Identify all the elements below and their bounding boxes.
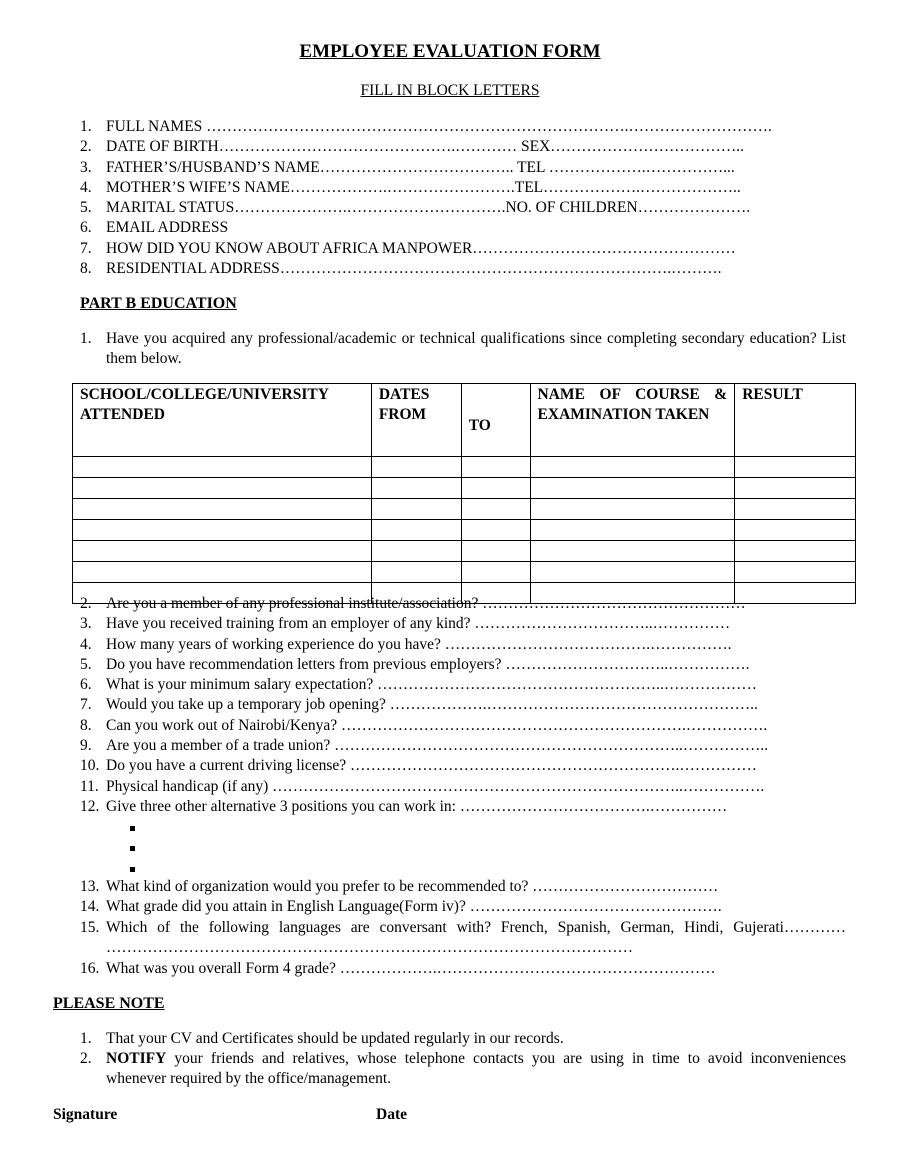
organization-preference-question[interactable]: 13. What kind of organization would you prefer to be recommended to? ……………………………… <box>80 878 719 895</box>
dates-from-cell[interactable] <box>371 499 461 520</box>
questions-list-2 <box>80 877 846 918</box>
alternative-positions-question[interactable]: 12. Give three other alternative 3 positions you can work in: ……………………………….…………… <box>80 797 728 815</box>
full-names-field[interactable]: 1. FULL NAMES ……………………………………………………………………….………………………. <box>80 118 772 135</box>
course-cell[interactable] <box>530 562 735 583</box>
email-address-field[interactable]: 6. EMAIL ADDRESS <box>80 219 229 237</box>
marital-status-field[interactable]: 5. MARITAL STATUS………………….………………………….NO. OF CHILDREN…………………. <box>80 199 751 217</box>
bullet-item[interactable] <box>130 859 135 879</box>
bullet-icon <box>130 826 135 831</box>
dates-from-cell[interactable] <box>371 520 461 541</box>
note-2: 2. NOTIFY your friends and relatives, whose telephone contacts you are using in time to avoid inconveniences whenever required by the office/management. <box>80 1050 846 1087</box>
alternative-positions-bullets <box>130 818 135 879</box>
physical-handicap-question[interactable]: 11. Physical handicap (if any) ……………………………………………………………………..……………. <box>80 777 765 795</box>
school-cell[interactable] <box>73 499 372 520</box>
to-cell[interactable] <box>461 457 530 478</box>
school-column-header: SCHOOL/COLLEGE/UNIVERSITY ATTENDED <box>73 384 372 457</box>
result-cell[interactable] <box>735 457 856 478</box>
date-label: Date <box>376 1106 407 1123</box>
father-husband-name-field[interactable]: 3. FATHER’S/HUSBAND’S NAME……………………………….. TEL ……………….……………... <box>80 158 735 176</box>
course-cell[interactable] <box>530 457 735 478</box>
bullet-icon <box>130 846 135 851</box>
result-cell[interactable] <box>735 499 856 520</box>
to-cell[interactable] <box>461 562 530 583</box>
questions-list <box>80 594 846 817</box>
form-subtitle: FILL IN BLOCK LETTERS <box>360 82 540 99</box>
personal-details-list <box>80 117 846 279</box>
dates-from-column-header: DATES FROM <box>371 384 461 457</box>
result-cell[interactable] <box>735 562 856 583</box>
referral-source-field[interactable]: 7. HOW DID YOU KNOW ABOUT AFRICA MANPOWER…………………………………………… <box>80 239 736 257</box>
school-cell[interactable] <box>73 562 372 583</box>
education-table <box>72 383 856 604</box>
to-column-header: TO <box>461 384 530 457</box>
notify-emphasis: NOTIFY <box>106 1050 167 1067</box>
dates-from-cell[interactable] <box>371 457 461 478</box>
questions-list-3 <box>80 959 846 979</box>
to-cell[interactable] <box>461 541 530 562</box>
course-cell[interactable] <box>530 478 735 499</box>
course-cell[interactable] <box>530 520 735 541</box>
to-cell[interactable] <box>461 478 530 499</box>
please-note-heading: PLEASE NOTE <box>53 995 165 1012</box>
salary-expectation-question[interactable]: 6. What is your minimum salary expectation? ………………………………………………..……………… <box>80 676 757 694</box>
temporary-job-question[interactable]: 7. Would you take up a temporary job opening? ……………….…………………………………………….. <box>80 696 758 714</box>
driving-license-question[interactable]: 10. Do you have a current driving license? ……………………………………………………….…………… <box>80 757 757 775</box>
education-question: 1. Have you acquired any professional/academic or technical qualifications since completing secondary education? List them below. <box>80 330 846 367</box>
note-1: 1. That your CV and Certificates should be updated regularly in our records. <box>80 1030 564 1047</box>
bullet-icon <box>130 867 135 872</box>
school-cell[interactable] <box>73 520 372 541</box>
part-b-heading: PART B EDUCATION <box>80 295 237 312</box>
form-title: EMPLOYEE EVALUATION FORM <box>299 41 601 62</box>
course-cell[interactable] <box>530 541 735 562</box>
bullet-item[interactable] <box>130 818 135 838</box>
result-cell[interactable] <box>735 478 856 499</box>
recommendation-letters-question[interactable]: 5. Do you have recommendation letters from previous employers? …………………………..……………. <box>80 655 750 673</box>
education-table-header <box>73 384 856 457</box>
work-experience-question[interactable]: 4. How many years of working experience do you have? ………………………………….……………. <box>80 635 732 653</box>
dates-from-cell[interactable] <box>371 541 461 562</box>
languages-question[interactable]: 15. Which of the following languages are conversant with? French, Spanish, German, Hindi, Gujerati………… ………………………………………………………………………………………… <box>80 919 846 956</box>
form4-grade-question[interactable]: 16. What was you overall Form 4 grade? ……………….……………………………………………… <box>80 960 716 977</box>
signature-label: Signature <box>53 1106 118 1123</box>
note-2-text: your friends and relatives, whose telephone contacts you are using in time to avoid inconveniences whenever required by the office/management. <box>106 1050 846 1087</box>
table-row <box>73 541 856 562</box>
date-of-birth-field[interactable]: 2. DATE OF BIRTH……………………………………….………… SEX……………………………….. <box>80 138 745 156</box>
dates-from-cell[interactable] <box>371 562 461 583</box>
dates-from-cell[interactable] <box>371 478 461 499</box>
to-cell[interactable] <box>461 520 530 541</box>
result-column-header: RESULT <box>735 384 856 457</box>
trade-union-question[interactable]: 9. Are you a member of a trade union? …………………………………………………………..…………….. <box>80 737 769 755</box>
course-column-header: NAME OF COURSE & EXAMINATION TAKEN <box>530 384 735 457</box>
work-outside-nairobi-question[interactable]: 8. Can you work out of Nairobi/Kenya? ………………………………………………………….……………. <box>80 716 768 734</box>
school-cell[interactable] <box>73 541 372 562</box>
to-cell[interactable] <box>461 499 530 520</box>
school-cell[interactable] <box>73 478 372 499</box>
table-row <box>73 457 856 478</box>
mother-name-field[interactable]: 4. MOTHER’S WIFE’S NAME……………….…………………….TEL……………….……………….. <box>80 178 741 196</box>
residential-address-field[interactable]: 8. RESIDENTIAL ADDRESS………………………………………………………………….………. <box>80 260 722 278</box>
school-cell[interactable] <box>73 457 372 478</box>
english-grade-question[interactable]: 14. What grade did you attain in English Language(Form iv)? …………………………………………. <box>80 898 722 916</box>
table-row <box>73 499 856 520</box>
table-row <box>73 520 856 541</box>
course-cell[interactable] <box>530 499 735 520</box>
bullet-item[interactable] <box>130 838 135 858</box>
employer-training-question[interactable]: 3. Have you received training from an employer of any kind? ……………………………..…………… <box>80 615 731 633</box>
table-row <box>73 478 856 499</box>
table-row <box>73 562 856 583</box>
result-cell[interactable] <box>735 520 856 541</box>
professional-membership-question[interactable]: 2. Are you a member of any professional institute/association? …………………………………………… <box>80 595 746 612</box>
result-cell[interactable] <box>735 541 856 562</box>
